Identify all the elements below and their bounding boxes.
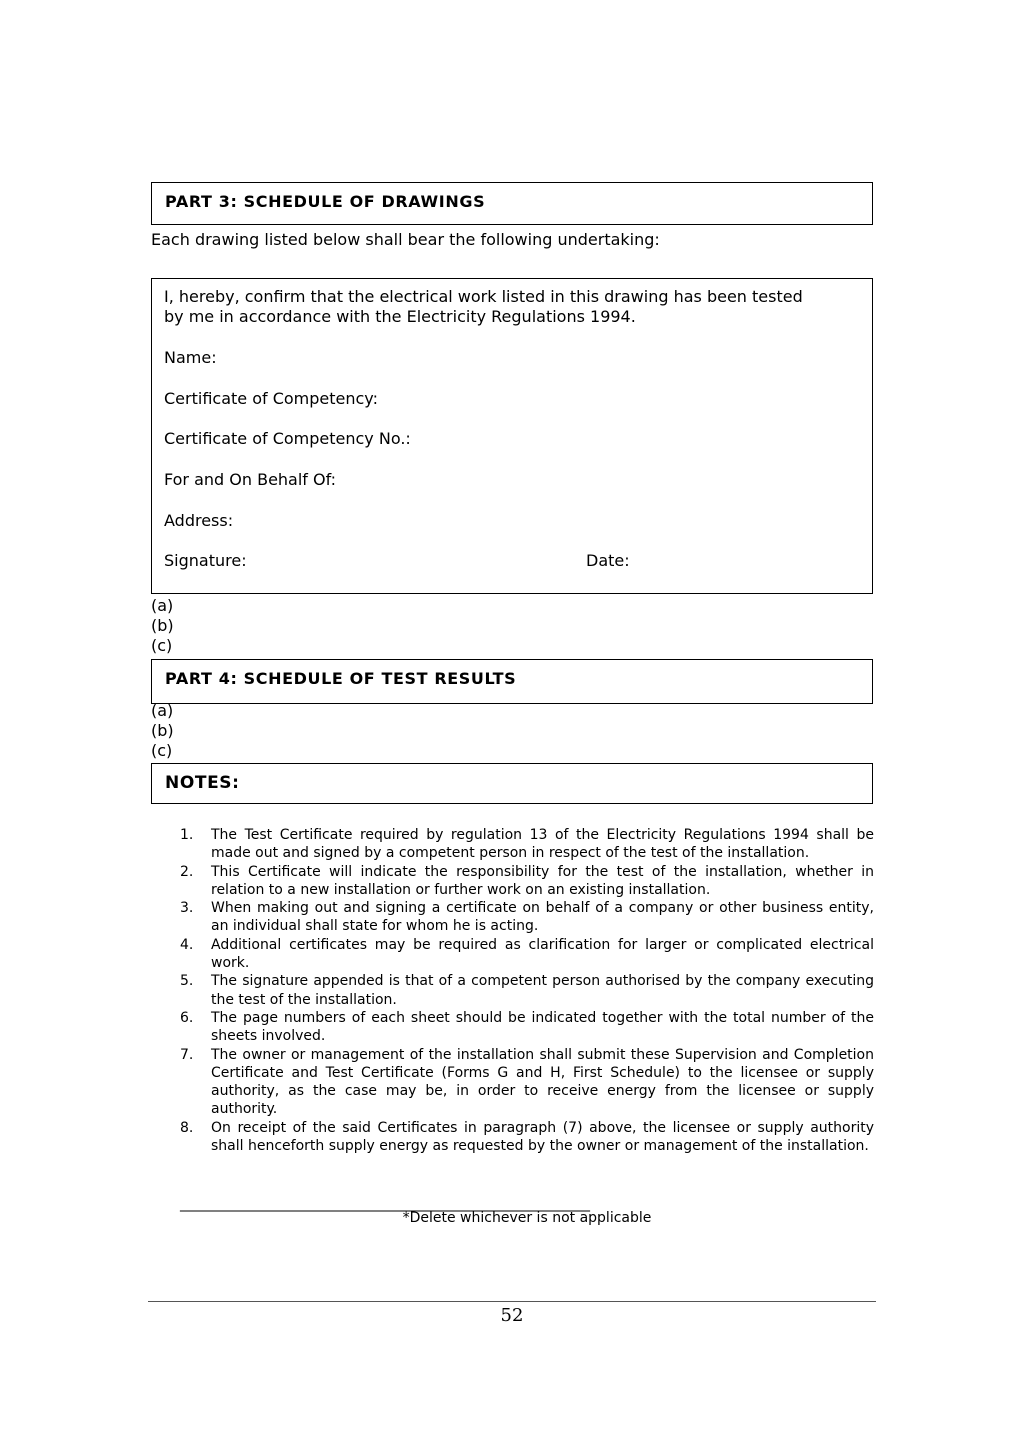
coc-label: Certificate of Competency: — [164, 389, 378, 408]
list-item: (b) — [151, 616, 174, 635]
signature-label: Signature: — [164, 551, 247, 570]
note-number: 1. — [180, 827, 194, 843]
note-number: 8. — [180, 1119, 194, 1136]
part4-title: PART 4: SCHEDULE OF TEST RESULTS — [165, 669, 517, 688]
footer-rule — [148, 1301, 876, 1302]
notes-header-box — [151, 763, 873, 804]
note-item — [180, 1119, 874, 1156]
note-text: The owner or management of the installation shall submit these Supervision and Completion Certificate and Test Certificate (Forms G and H, First Schedule) to the licensee or supply authority, as the case may be, in order to receive energy from the licensee or supply authority. — [211, 1046, 874, 1118]
note-item — [180, 936, 874, 973]
part3-intro: Each drawing listed below shall bear the following undertaking: — [151, 230, 660, 249]
part4-item-list — [151, 701, 174, 761]
note-item — [180, 972, 874, 1009]
note-text: The signature appended is that of a competent person authorised by the company executing the test of the installation. — [211, 973, 874, 1008]
note-number: 6. — [180, 1009, 194, 1026]
note-item — [180, 826, 874, 863]
part3-header-box — [151, 182, 873, 225]
part3-item-list — [151, 596, 174, 656]
notes-title: NOTES: — [165, 773, 240, 793]
note-item — [180, 1046, 874, 1119]
list-item: (a) — [151, 701, 174, 720]
note-text: The page numbers of each sheet should be indicated together with the total number of the sheets involved. — [211, 1009, 874, 1045]
address-label: Address: — [164, 511, 234, 530]
notes-list — [180, 826, 874, 1155]
undertaking-paragraph — [164, 287, 854, 327]
note-text: On receipt of the said Certificates in paragraph (7) above, the licensee or supply authority shall henceforth supply energy as requested by the owner or management of the installation. — [211, 1119, 874, 1155]
note-text: When making out and signing a certificate on behalf of a company or other business entity, an individual shall state for whom he is acting. — [211, 900, 874, 935]
undertaking-box — [151, 278, 873, 594]
note-text: Additional certificates may be required as clarification for larger or complicated electrical work. — [211, 936, 874, 972]
list-item: (c) — [151, 741, 173, 760]
coc-number-label: Certificate of Competency No.: — [164, 429, 411, 448]
note-text: This Certificate will indicate the responsibility for the test of the installation, whether in relation to a new installation or further work on an existing installation. — [211, 863, 874, 898]
note-number: 7. — [180, 1046, 194, 1063]
undertaking-line-2: by me in accordance with the Electricity Regulations 1994. — [164, 307, 636, 326]
list-item: (a) — [151, 596, 174, 615]
note-number: 3. — [180, 900, 194, 917]
note-number: 5. — [180, 973, 194, 990]
note-number: 2. — [180, 863, 194, 880]
note-item — [180, 899, 874, 936]
name-label: Name: — [164, 348, 217, 367]
note-item — [180, 863, 874, 900]
footnote-separator: _______________________________________________________________ — [180, 1196, 590, 1212]
note-text: The Test Certificate required by regulation 13 of the Electricity Regulations 1994 shall be made out and signed by a competent person in respect of the test of the installation. — [211, 827, 874, 862]
part3-title: PART 3: SCHEDULE OF DRAWINGS — [165, 192, 486, 211]
list-item: (b) — [151, 721, 174, 740]
undertaking-line-1: I, hereby, confirm that the electrical work listed in this drawing has been tested — [164, 287, 803, 306]
date-label: Date: — [586, 551, 630, 570]
on-behalf-label: For and On Behalf Of: — [164, 470, 337, 489]
note-item — [180, 1009, 874, 1046]
part4-header-box — [151, 659, 873, 704]
note-number: 4. — [180, 936, 194, 953]
footnote-text: *Delete whichever is not applicable — [402, 1210, 652, 1226]
page-number: 52 — [500, 1305, 524, 1326]
list-item: (c) — [151, 636, 173, 655]
